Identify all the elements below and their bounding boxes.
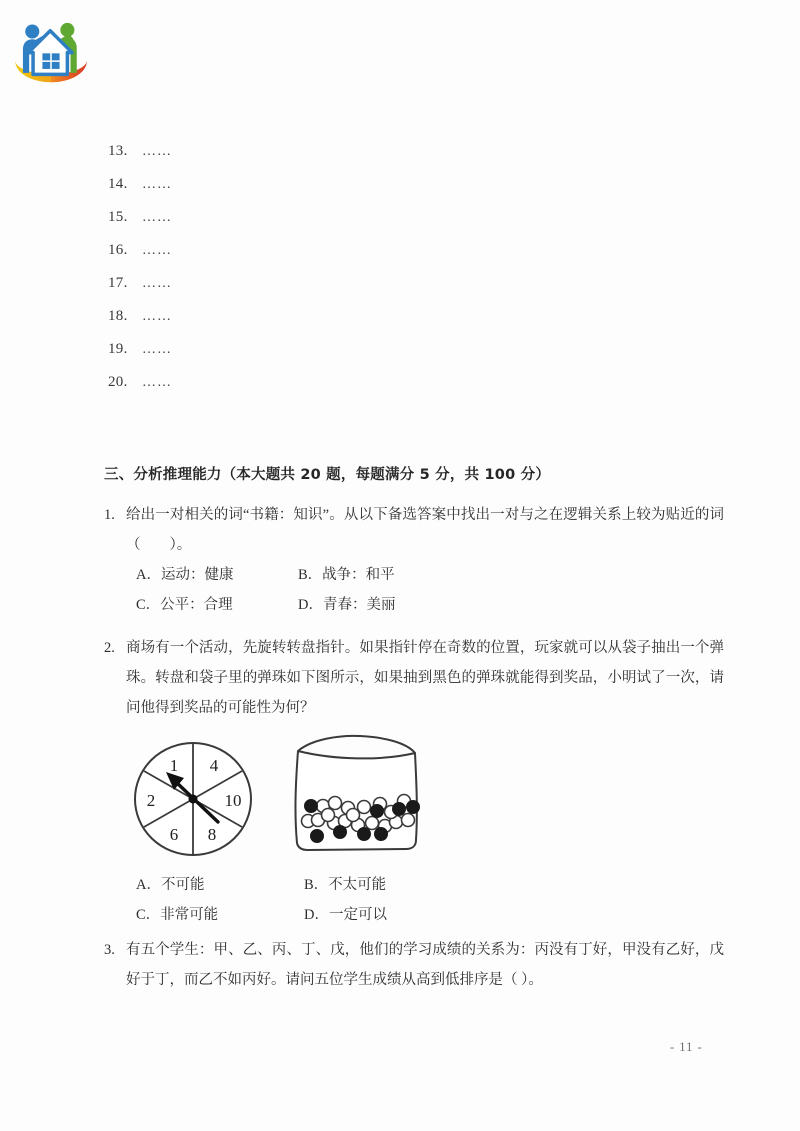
list-item-number: 17. xyxy=(108,275,128,291)
list-item xyxy=(108,374,408,407)
question-number: 3. xyxy=(104,942,115,958)
house-with-two-people-logo xyxy=(8,12,94,90)
list-item-number: 16. xyxy=(108,242,128,258)
list-item-dots: …… xyxy=(142,144,172,159)
option-a[interactable]: A．不可能 xyxy=(136,877,205,893)
spinner-wheel-diagram xyxy=(130,738,256,865)
option-row xyxy=(136,590,395,620)
list-item xyxy=(108,143,408,176)
spinner-label-10: 10 xyxy=(224,791,242,810)
option-a[interactable]: A．运动：健康 xyxy=(136,567,234,583)
question-1-options xyxy=(136,560,395,620)
question-text: 给出一对相关的词“书籍：知识”。从以下备选答案中找出一对与之在逻辑关系上较为贴近的词（ ）。 xyxy=(126,507,724,553)
list-item-dots: …… xyxy=(142,342,172,357)
list-item-number: 18. xyxy=(108,308,128,324)
option-d[interactable]: D．一定可以 xyxy=(304,907,387,923)
list-item xyxy=(108,209,408,242)
list-item-dots: …… xyxy=(142,309,172,324)
question-2 xyxy=(104,633,724,723)
question-2-figures xyxy=(130,733,450,866)
spinner-label-2: 2 xyxy=(146,791,156,810)
question-number: 2. xyxy=(104,640,115,656)
list-item xyxy=(108,176,408,209)
spinner-label-6: 6 xyxy=(169,825,179,844)
list-item-dots: …… xyxy=(142,210,172,225)
question-text: 有五个学生：甲、乙、丙、丁、戊，他们的学习成绩的关系为：丙没有丁好，甲没有乙好，戊好于丁，而乙不如丙好。请问五位学生成绩从高到低排序是（ ）。 xyxy=(126,942,724,988)
option-row xyxy=(136,900,387,930)
list-item-number: 15. xyxy=(108,209,128,225)
spinner-label-1: 1 xyxy=(169,756,179,775)
ellipsis-answer-list xyxy=(108,143,408,407)
question-2-options xyxy=(136,870,387,930)
list-item-dots: …… xyxy=(142,276,172,291)
list-item-number: 20. xyxy=(108,374,128,390)
list-item-number: 13. xyxy=(108,143,128,159)
option-d[interactable]: D．青春：美丽 xyxy=(298,597,396,613)
question-3 xyxy=(104,935,724,995)
option-b[interactable]: B．不太可能 xyxy=(304,877,387,893)
option-row xyxy=(136,560,395,590)
option-c[interactable]: C．公平：合理 xyxy=(136,597,233,613)
marble-bag-diagram xyxy=(282,733,432,866)
question-number: 1. xyxy=(104,507,115,523)
spinner-label-4: 4 xyxy=(209,756,219,775)
question-1 xyxy=(104,500,724,560)
list-item-dots: …… xyxy=(142,375,172,390)
option-row xyxy=(136,870,387,900)
list-item xyxy=(108,242,408,275)
list-item xyxy=(108,308,408,341)
option-c[interactable]: C．非常可能 xyxy=(136,907,219,923)
list-item xyxy=(108,341,408,374)
option-b[interactable]: B．战争：和平 xyxy=(298,567,395,583)
list-item-number: 19. xyxy=(108,341,128,357)
spinner-label-8: 8 xyxy=(207,825,217,844)
section-heading: 三、分析推理能力（本大题共 20 题，每题满分 5 分，共 100 分） xyxy=(104,467,551,483)
list-item xyxy=(108,275,408,308)
list-item-dots: …… xyxy=(142,243,172,258)
page-number: - 11 - xyxy=(670,1040,703,1054)
list-item-dots: …… xyxy=(142,177,172,192)
list-item-number: 14. xyxy=(108,176,128,192)
question-text: 商场有一个活动，先旋转转盘指针。如果指针停在奇数的位置，玩家就可以从袋子抽出一个弹珠。转盘和袋子里的弹珠如下图所示，如果抽到黑色的弹珠就能得到奖品，小明试了一次，请问他得到奖品的可能性为何？ xyxy=(126,640,724,716)
